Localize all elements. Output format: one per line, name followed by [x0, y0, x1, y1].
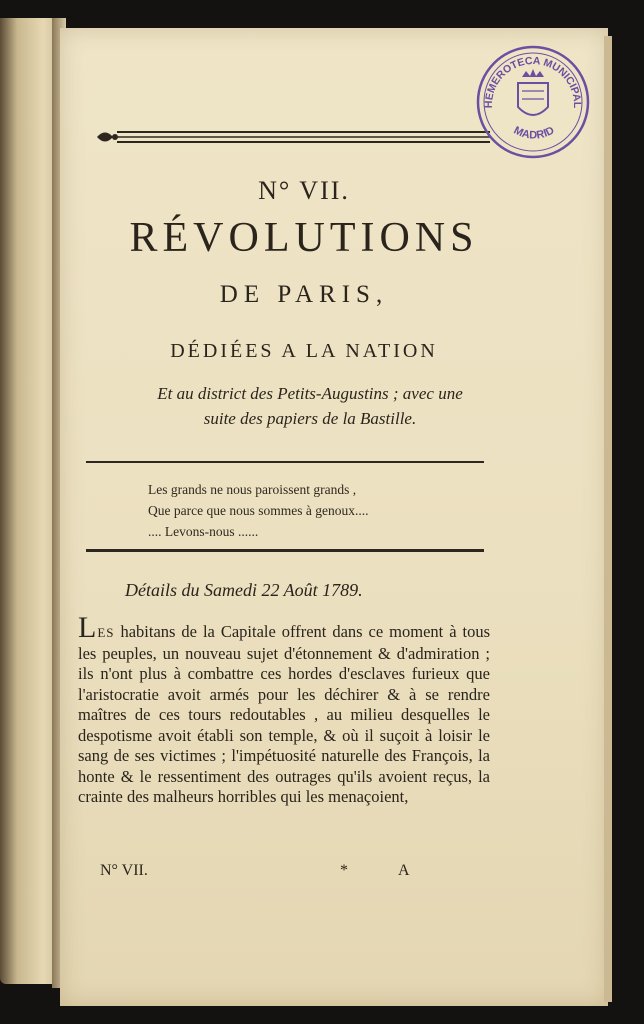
- issue-number: N° VII.: [258, 176, 350, 205]
- divider-top: [86, 461, 484, 463]
- svg-text:HEMEROTECA MUNICIPAL: [483, 55, 583, 109]
- district-line-1: Et au district des Petits-Augustins ; avec une: [157, 384, 463, 403]
- stamp-text-top: HEMEROTECA MUNICIPAL: [482, 54, 584, 109]
- header-ornament: [95, 126, 490, 148]
- page-subtitle: DE PARIS,: [219, 281, 389, 308]
- district-note: [115, 381, 505, 431]
- first-word-rest: ES: [97, 625, 115, 640]
- epigraph: [148, 479, 468, 542]
- body-text: habitans de la Capitale offrent dans ce moment à tous les peuples, un nouveau sujet d'étonnement & d'admiration ; ils n'ont plus à combattre ces hordes d'esclaves furieux que l'aristocratie avoit armés pour les déchirer & à se rendre maîtres de ces tours redoutables , au milieu desquelles le despotisme avoit établi son temple, & où il suçoit à loisir le sang de ses victimes ; l'impétuosité naturelle des François, la honte & le ressentiment des outrages qu'ils avoient reçus, la crainte des malheurs horribles qui les menaçoient,: [78, 622, 490, 806]
- divider-bottom: [86, 549, 484, 552]
- drop-cap: L: [78, 611, 98, 644]
- epigraph-line-1: Les grands ne nous paroissent grands ,: [148, 482, 357, 497]
- right-page-edge: [604, 36, 612, 1002]
- library-stamp: [474, 43, 592, 161]
- page-title: RÉVOLUTIONS: [129, 215, 479, 261]
- svg-text:MADRID: [512, 124, 557, 141]
- document-page: [60, 28, 608, 1006]
- stamp-text-bottom: MADRID: [511, 124, 557, 142]
- dedication: DÉDIÉES A LA NATION: [170, 340, 438, 362]
- dateline: Détails du Samedi 22 Août 1789.: [125, 580, 363, 600]
- body-paragraph: [78, 611, 490, 808]
- footer-asterisk: *: [340, 862, 348, 879]
- epigraph-line-3: .... Levons-nous ......: [148, 524, 259, 539]
- district-line-2: suite des papiers de la Bastille.: [203, 409, 417, 428]
- footer-signature-letter: A: [398, 862, 410, 879]
- left-page-edge: [0, 18, 58, 984]
- epigraph-line-2: Que parce que nous sommes à genoux....: [148, 503, 369, 518]
- footer-signature-number: N° VII.: [100, 862, 148, 879]
